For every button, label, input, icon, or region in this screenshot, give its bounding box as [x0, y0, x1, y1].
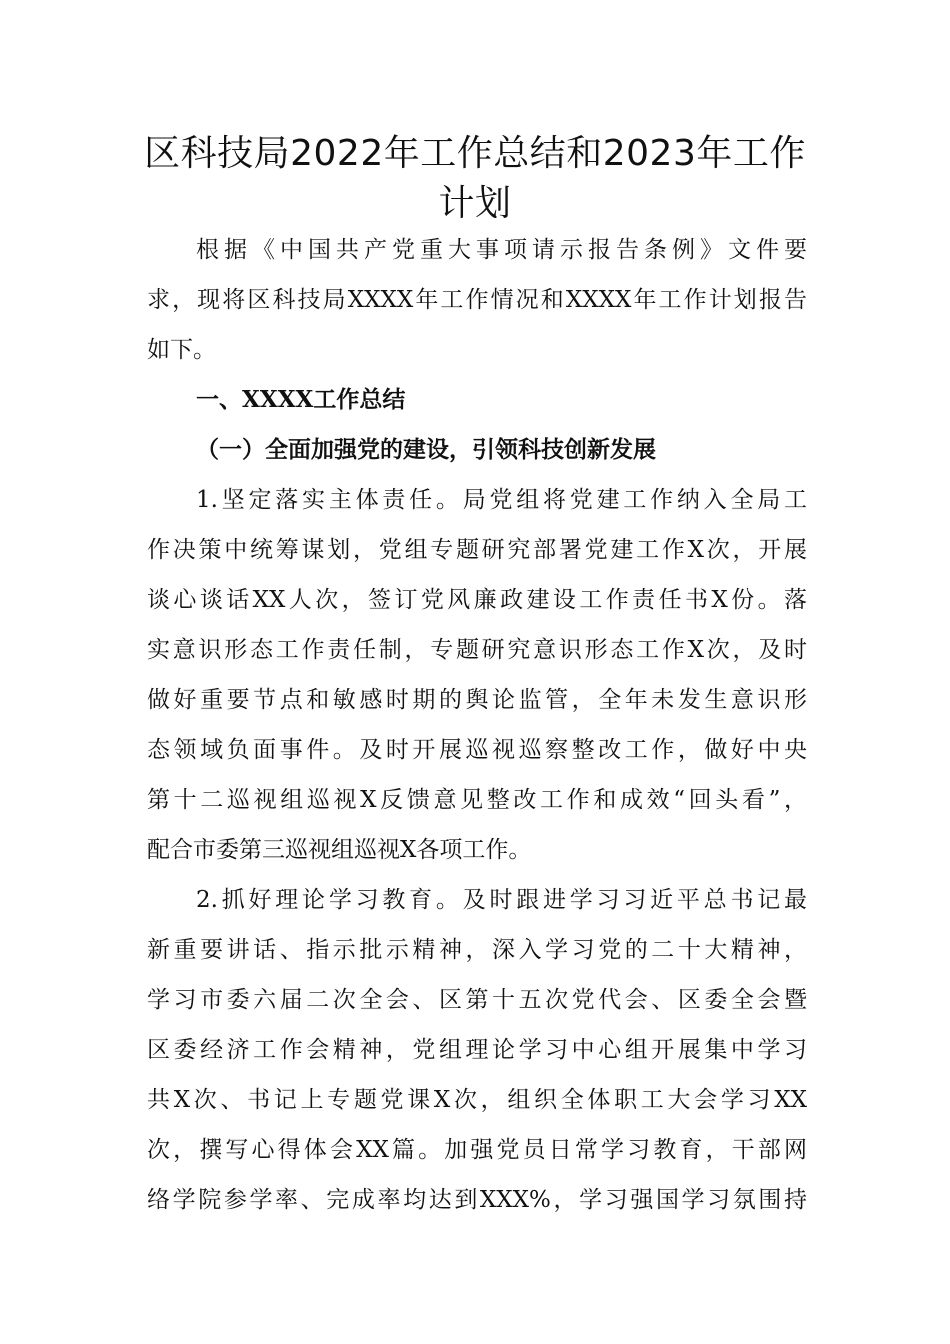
intro-line-1: 根据《中国共产党重大事项请示报告条例》文件要 — [196, 237, 807, 263]
item1-line-5: 做好重要节点和敏感时期的舆论监管，全年未发生意识形 — [147, 687, 807, 713]
item2-line-5: 共X次、书记上专题党课X次，组织全体职工大会学习XX — [147, 1087, 807, 1113]
intro-line-2: 求，现将区科技局XXXX年工作情况和XXXX年工作计划报告 — [147, 287, 807, 313]
document-title-line-1: 区科技局2022年工作总结和2023年工作 — [144, 133, 806, 174]
item1-line-6: 态领域负面事件。及时开展巡视巡察整改工作，做好中央 — [147, 737, 807, 763]
section-heading: 一、XXXX工作总结 — [196, 386, 406, 413]
section-subheading: （一）全面加强党的建设，引领科技创新发展 — [196, 436, 656, 463]
item1-line-1: 1.坚定落实主体责任。局党组将党建工作纳入全局工 — [196, 487, 807, 513]
item1-line-4: 实意识形态工作责任制，专题研究意识形态工作X次，及时 — [147, 637, 807, 663]
item1-line-7: 第十二巡视组巡视X反馈意见整改工作和成效“回头看”， — [147, 787, 807, 813]
item2-line-2: 新重要讲话、指示批示精神，深入学习党的二十大精神， — [147, 937, 807, 963]
item1-line-8: 配合市委第三巡视组巡视X各项工作。 — [147, 837, 532, 863]
item2-line-4: 区委经济工作会精神，党组理论学习中心组开展集中学习 — [147, 1037, 807, 1063]
item1-line-3: 谈心谈话XX人次，签订党风廉政建设工作责任书X份。落 — [147, 587, 807, 613]
document-title-line-2: 计划 — [438, 183, 512, 224]
item2-line-3: 学习市委六届二次全会、区第十五次党代会、区委全会暨 — [147, 987, 807, 1013]
item2-line-1: 2.抓好理论学习教育。及时跟进学习习近平总书记最 — [196, 887, 807, 913]
item2-line-7: 络学院参学率、完成率均达到XXX%，学习强国学习氛围持 — [147, 1187, 807, 1213]
intro-line-3: 如下。 — [147, 337, 216, 363]
item2-line-6: 次，撰写心得体会XX篇。加强党员日常学习教育，干部网 — [147, 1137, 807, 1163]
item1-line-2: 作决策中统筹谋划，党组专题研究部署党建工作X次，开展 — [147, 537, 807, 563]
